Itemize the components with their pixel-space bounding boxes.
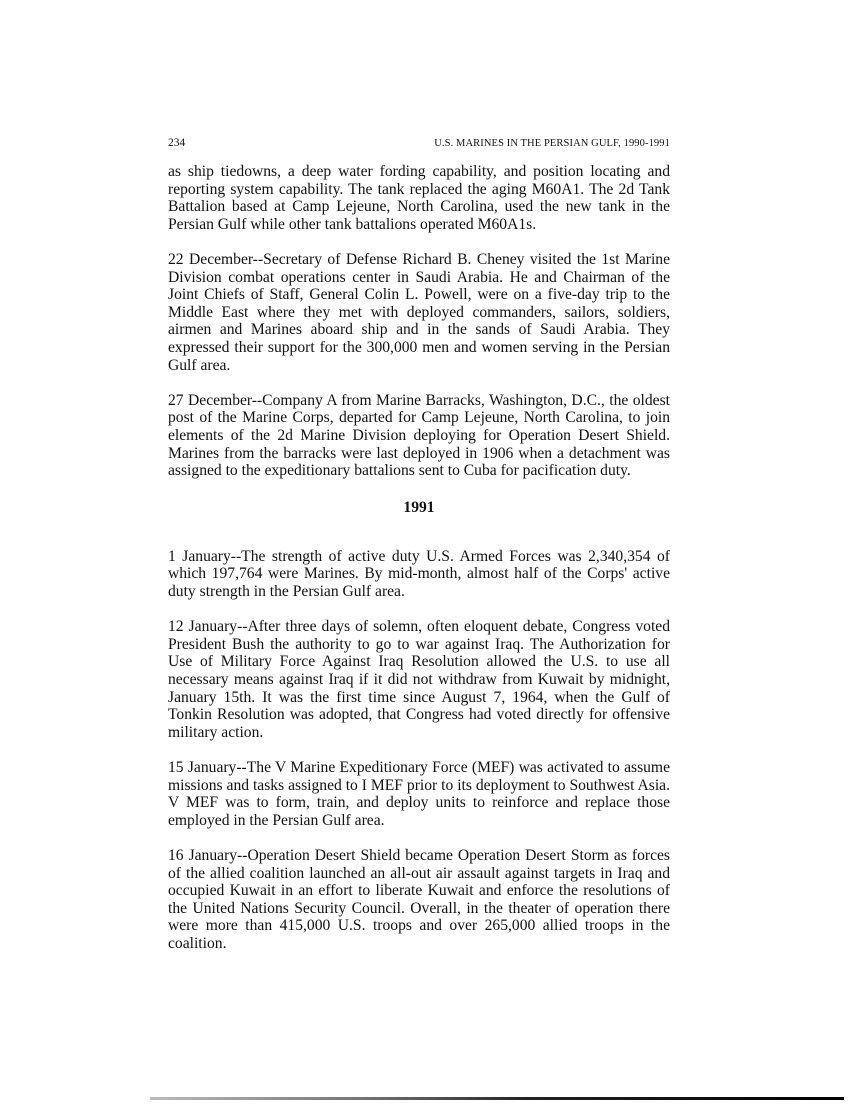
page-body bbox=[168, 163, 670, 970]
page-header bbox=[168, 137, 670, 149]
paragraph-12-january: 12 January--After three days of solemn, often eloquent debate, Congress voted President Bush the authority to go to war against Iraq. The Authorization for Use of Military Force Against Iraq Resolution allowed the U.S. to use all necessary means against Iraq if it did not withdraw from Kuwait by midnight, January 15th. It was the first time since August 7, 1964, when the Gulf of Tonkin Resolution was adopted, that Congress had voted directly for offensive military action. bbox=[168, 618, 670, 741]
paragraph-27-december: 27 December--Company A from Marine Barracks, Washington, D.C., the oldest post of the Marine Corps, departed for Camp Lejeune, North Carolina, to join elements of the 2d Marine Division deploying for Operation Desert Shield. Marines from the barracks were last deployed in 1906 when a detachment was assigned to the expeditionary battalions sent to Cuba for pacification duty. bbox=[168, 391, 670, 480]
paragraph-16-january: 16 January--Operation Desert Shield became Operation Desert Storm as forces of the allied coalition launched an all-out air assault against targets in Iraq and occupied Kuwait in an effort to liberate Kuwait and enforce the resolutions of the United Nations Security Council. Overall, in the theater of operation there were more than 415,000 U.S. troops and over 265,000 allied troops in the coalition. bbox=[168, 846, 670, 952]
running-title: U.S. MARINES IN THE PERSIAN GULF, 1990-1991 bbox=[434, 138, 670, 149]
bottom-scan-rule bbox=[150, 1097, 844, 1100]
paragraph-1-january: 1 January--The strength of active duty U.S. Armed Forces was 2,340,354 of which 197,764 were Marines. By mid-month, almost half of the Corps' active duty strength in the Persian Gulf area. bbox=[168, 547, 670, 601]
paragraph-22-december: 22 December--Secretary of Defense Richard B. Cheney visited the 1st Marine Division combat operations center in Saudi Arabia. He and Chairman of the Joint Chiefs of Staff, General Colin L. Powell, were on a five-day trip to the Middle East where they met with deployed commanders, sailors, soldiers, airmen and Marines aboard ship and in the sands of Saudi Arabia. They expressed their support for the 300,000 men and women serving in the Persian Gulf area. bbox=[168, 250, 670, 374]
year-heading: 1991 bbox=[403, 499, 435, 517]
page-number: 234 bbox=[168, 137, 186, 149]
paragraph-15-january: 15 January--The V Marine Expeditionary Force (MEF) was activated to assume missions and tasks assigned to I MEF prior to its deployment to Southwest Asia. V MEF was to form, train, and deploy units to reinforce and replace those employed in the Persian Gulf area. bbox=[168, 759, 670, 829]
paragraph-tank-continuation: as ship tiedowns, a deep water fording capability, and position locating and reporting system capability. The tank replaced the aging M60A1. The 2d Tank Battalion based at Camp Lejeune, North Carolina, used the new tank in the Persian Gulf while other tank battalions operated M60A1s. bbox=[168, 163, 670, 233]
